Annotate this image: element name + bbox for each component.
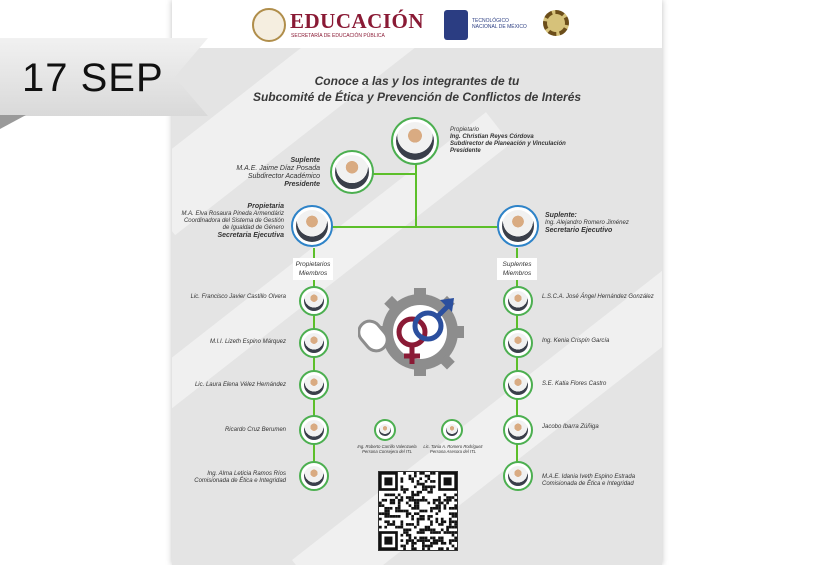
advisor-item: Ing. Roberto Carrillo Valenzuela Persona Consejera del ITL xyxy=(357,444,417,454)
ribbon-fold xyxy=(0,115,26,129)
sep-logo xyxy=(252,8,425,42)
itl-gear-logo-icon xyxy=(543,10,569,36)
owner-item: Ing. Alma Leticia Ramos Ríos Comisionada de Ética e Integridad xyxy=(194,471,286,484)
president-info: Propietario Ing. Christian Reyes Córdova Subdirector de Planeación y Vinculación Presidente xyxy=(450,127,566,154)
owner-photo xyxy=(299,286,329,316)
owner-item: Ricardo Cruz Berumen xyxy=(224,427,286,433)
tecnm-logo-icon xyxy=(444,10,468,40)
owner-item: Lic. Laura Elena Vélez Hernández xyxy=(194,382,286,388)
alternate-item: Jacobo Ibarra Zúñiga xyxy=(542,424,599,430)
committee-poster[interactable] xyxy=(172,0,662,565)
secretary-info: Propietaria M.A. Elva Rosaura Pineda Armendáriz Coordinadora del Sistema de Gestión de Igualdad de Género Secretaria Ejecutiva xyxy=(181,203,284,239)
owner-item: Lic. Francisco Javier Castillo Olvera xyxy=(190,294,286,300)
alternate-item: L.S.C.A. José Ángel Hernández González xyxy=(542,294,654,300)
sep-title: EDUCACIÓN xyxy=(290,9,425,33)
alternate-photo xyxy=(503,415,533,445)
president-alt-info: Suplente M.A.E. Jaime Díaz Posada Subdirector Académico Presidente xyxy=(236,157,320,188)
alternate-photo xyxy=(503,328,533,358)
alternate-photo xyxy=(503,286,533,316)
owner-photo xyxy=(299,415,329,445)
president-alt-photo xyxy=(330,150,374,194)
tree-line-owners xyxy=(313,248,315,488)
sep-subtitle: SECRETARÍA DE EDUCACIÓN PÚBLICA xyxy=(291,33,385,39)
secretary-alt-info: Suplente: Ing. Alejandro Romero Jiménez Secretario Ejecutivo xyxy=(545,212,629,234)
alternate-item: M.A.E. Idania Iveth Espino Estrada Comisionada de Ética e Integridad xyxy=(542,474,636,487)
president-photo xyxy=(391,117,439,165)
owner-photo xyxy=(299,328,329,358)
alternates-tag: Suplentes Miembros xyxy=(497,258,537,280)
owners-tag: Propietarios Miembros xyxy=(293,258,333,280)
tecnm-name: TECNOLÓGICO NACIONAL DE MÉXICO xyxy=(472,18,527,30)
secretary-alt-photo xyxy=(497,205,539,247)
gender-equality-gear-icon xyxy=(358,286,476,378)
qr-code[interactable] xyxy=(378,471,458,551)
mexico-seal-icon xyxy=(252,8,286,42)
date-badge: 17 SEP xyxy=(22,56,164,100)
alternate-photo xyxy=(503,461,533,491)
owner-photo xyxy=(299,461,329,491)
tree-line-alternates xyxy=(516,248,518,488)
secretary-photo xyxy=(291,205,333,247)
tree-line-alt xyxy=(373,173,417,175)
alternate-item: S.E. Katia Flores Castro xyxy=(542,381,607,387)
advisor-photo xyxy=(441,419,463,441)
alternate-item: Ing. Kenia Crispín García xyxy=(542,338,610,344)
advisor-item: Lic. Tania A. Romero Rodríguez Persona Asesora del ITL xyxy=(423,444,483,454)
owner-photo xyxy=(299,370,329,400)
poster-title-line1: Conoce a las y los integrantes de tu xyxy=(314,74,520,88)
advisor-photo xyxy=(374,419,396,441)
alternate-photo xyxy=(503,370,533,400)
tree-line-secretaries xyxy=(330,226,502,228)
poster-title-line2: Subcomité de Ética y Prevención de Conflictos de Interés xyxy=(252,90,582,104)
owner-item: M.I.I. Lizeth Espino Márquez xyxy=(209,339,286,345)
